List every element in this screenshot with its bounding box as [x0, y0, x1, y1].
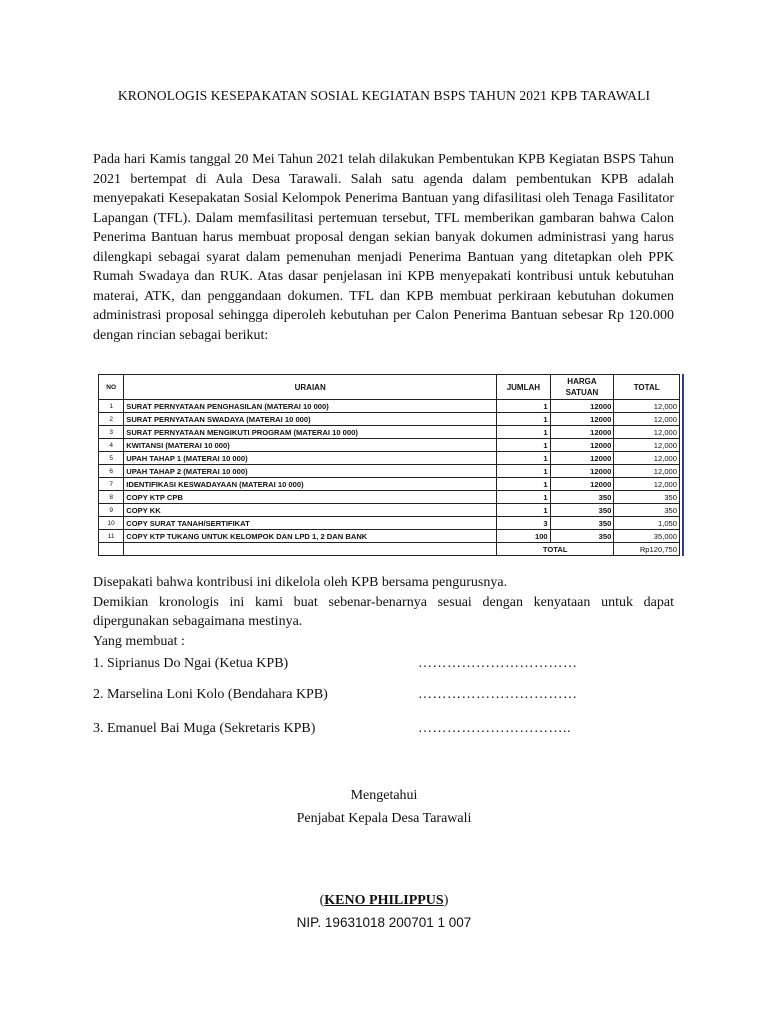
official-name-line: (KENO PHILIPPUS)	[319, 893, 449, 908]
table-row	[99, 452, 680, 465]
header-jumlah: JUMLAH	[497, 375, 551, 400]
table-row	[99, 491, 680, 504]
total-label: TOTAL	[497, 543, 614, 556]
closing-paragraph: Demikian kronologis ini kami buat sebenar-benarnya sesuai dengan kenyataan untuk dapat dipergunakan sebagaimana mestinya.	[93, 594, 674, 629]
table-body	[99, 400, 680, 543]
table-row	[99, 426, 680, 439]
header-no: NO	[99, 375, 124, 400]
header-harga: HARGA SATUAN	[550, 375, 614, 400]
row-no: 7	[99, 478, 124, 491]
row-harga-satuan: 12000	[550, 452, 614, 465]
row-jumlah: 1	[497, 504, 551, 517]
row-harga-satuan: 350	[550, 517, 614, 530]
row-total: 350	[614, 491, 680, 504]
row-uraian: COPY KTP TUKANG UNTUK KELOMPOK DAN LPD 1, 2 DAN BANK	[124, 530, 497, 543]
signer-1-name: 1. Siprianus Do Ngai (Ketua KPB)	[93, 656, 289, 671]
total-empty-no	[99, 543, 124, 556]
row-jumlah: 1	[497, 400, 551, 413]
row-jumlah: 1	[497, 491, 551, 504]
row-harga-satuan: 12000	[550, 478, 614, 491]
row-total: 12,000	[614, 439, 680, 452]
row-uraian: COPY KK	[124, 504, 497, 517]
closing-section	[93, 573, 674, 651]
table-header-row	[99, 375, 680, 400]
row-jumlah: 1	[497, 478, 551, 491]
table-row	[99, 439, 680, 452]
total-value: Rp120,750	[614, 543, 680, 556]
signer-1-signature-line: ……………………………	[418, 656, 578, 671]
document-title: KRONOLOGIS KESEPAKATAN SOSIAL KEGIATAN BSPS TAHUN 2021 KPB TARAWALI	[117, 88, 651, 103]
header-uraian: URAIAN	[124, 375, 497, 400]
row-uraian: KWITANSI (MATERAI 10 000)	[124, 439, 497, 452]
row-uraian: SURAT PERNYATAAN PENGHASILAN (MATERAI 10 000)	[124, 400, 497, 413]
acknowledged-label: Mengetahui	[350, 788, 418, 803]
table-row	[99, 504, 680, 517]
row-uraian: COPY KTP CPB	[124, 491, 497, 504]
row-no: 2	[99, 413, 124, 426]
row-uraian: UPAH TAHAP 2 (MATERAI 10 000)	[124, 465, 497, 478]
signer-3-signature-line: …………………………..	[418, 721, 571, 736]
table-row	[99, 478, 680, 491]
row-jumlah: 1	[497, 426, 551, 439]
row-harga-satuan: 350	[550, 491, 614, 504]
row-total: 1,050	[614, 517, 680, 530]
row-no: 5	[99, 452, 124, 465]
row-jumlah: 1	[497, 452, 551, 465]
table-row	[99, 465, 680, 478]
row-total: 12,000	[614, 452, 680, 465]
table-row	[99, 413, 680, 426]
row-no: 4	[99, 439, 124, 452]
row-no: 1	[99, 400, 124, 413]
row-total: 350	[614, 504, 680, 517]
row-harga-satuan: 350	[550, 504, 614, 517]
row-harga-satuan: 12000	[550, 400, 614, 413]
row-jumlah: 1	[497, 439, 551, 452]
table-total-row	[99, 543, 680, 556]
row-uraian: SURAT PERNYATAAN SWADAYA (MATERAI 10 000)	[124, 413, 497, 426]
row-uraian: SURAT PERNYATAAN MENGIKUTI PROGRAM (MATERAI 10 000)	[124, 426, 497, 439]
row-total: 12,000	[614, 426, 680, 439]
official-name: KENO PHILIPPUS	[324, 893, 444, 908]
signer-2-name: 2. Marselina Loni Kolo (Bendahara KPB)	[93, 687, 328, 702]
made-by-label: Yang membuat :	[93, 633, 185, 649]
agreement-line: Disepakati bahwa kontribusi ini dikelola oleh KPB bersama pengurusnya.	[93, 575, 508, 590]
cost-table	[98, 374, 680, 556]
official-nip: NIP. 19631018 200701 1 007	[296, 915, 472, 930]
signer-3-name: 3. Emanuel Bai Muga (Sekretaris KPB)	[93, 721, 316, 736]
row-total: 12,000	[614, 400, 680, 413]
table-row	[99, 400, 680, 413]
row-uraian: UPAH TAHAP 1 (MATERAI 10 000)	[124, 452, 497, 465]
total-empty-uraian	[124, 543, 497, 556]
row-jumlah: 100	[497, 530, 551, 543]
row-jumlah: 1	[497, 465, 551, 478]
row-total: 12,000	[614, 465, 680, 478]
row-no: 11	[99, 530, 124, 543]
row-no: 6	[99, 465, 124, 478]
row-total: 12,000	[614, 413, 680, 426]
row-no: 10	[99, 517, 124, 530]
row-jumlah: 3	[497, 517, 551, 530]
row-uraian: IDENTIFIKASI KESWADAYAAN (MATERAI 10 000)	[124, 478, 497, 491]
signer-2-signature-line: ……………………………	[418, 687, 578, 702]
row-no: 8	[99, 491, 124, 504]
header-total: TOTAL	[614, 375, 680, 400]
row-harga-satuan: 350	[550, 530, 614, 543]
row-jumlah: 1	[497, 413, 551, 426]
row-uraian: COPY SURAT TANAH/SERTIFIKAT	[124, 517, 497, 530]
row-harga-satuan: 12000	[550, 465, 614, 478]
official-title: Penjabat Kepala Desa Tarawali	[296, 811, 472, 826]
row-harga-satuan: 12000	[550, 413, 614, 426]
table-row	[99, 517, 680, 530]
row-total: 35,000	[614, 530, 680, 543]
row-no: 3	[99, 426, 124, 439]
row-harga-satuan: 12000	[550, 426, 614, 439]
intro-paragraph: Pada hari Kamis tanggal 20 Mei Tahun 2021 telah dilakukan Pembentukan KPB Kegiatan BSPS Tahun 2021 bertempat di Aula Desa Tarawali. Salah satu agenda dalam pembentukan KPB adalah menyepakati Kesepakatan Sosial Kelompok Penerima Bantuan yang difasilitasi oleh Tenaga Fasilitator Lapangan (TFL). Dalam memfasilitasi pertemuan tersebut, TFL memberikan gambaran bahwa Calon Penerima Bantuan harus membuat proposal dengan sekian banyak dokumen administrasi yang harus dilengkapi sebagai syarat dalam pemenuhan menjadi Penerima Bantuan yang ditetapkan oleh PPK Rumah Swadaya dan RUK. Atas dasar penjelasan ini KPB menyepakati kontribusi untuk kebutuhan materai, ATK, dan penggandaan dokumen. TFL dan KPB membuat perkiraan kebutuhan dokumen administrasi proposal sehingga diperoleh kebutuhan per Calon Penerima Bantuan sebesar Rp 120.000 dengan rincian sebagai berikut:	[93, 152, 674, 343]
row-no: 9	[99, 504, 124, 517]
table-row	[99, 530, 680, 543]
row-harga-satuan: 12000	[550, 439, 614, 452]
row-total: 12,000	[614, 478, 680, 491]
cost-table-wrapper	[98, 374, 684, 556]
